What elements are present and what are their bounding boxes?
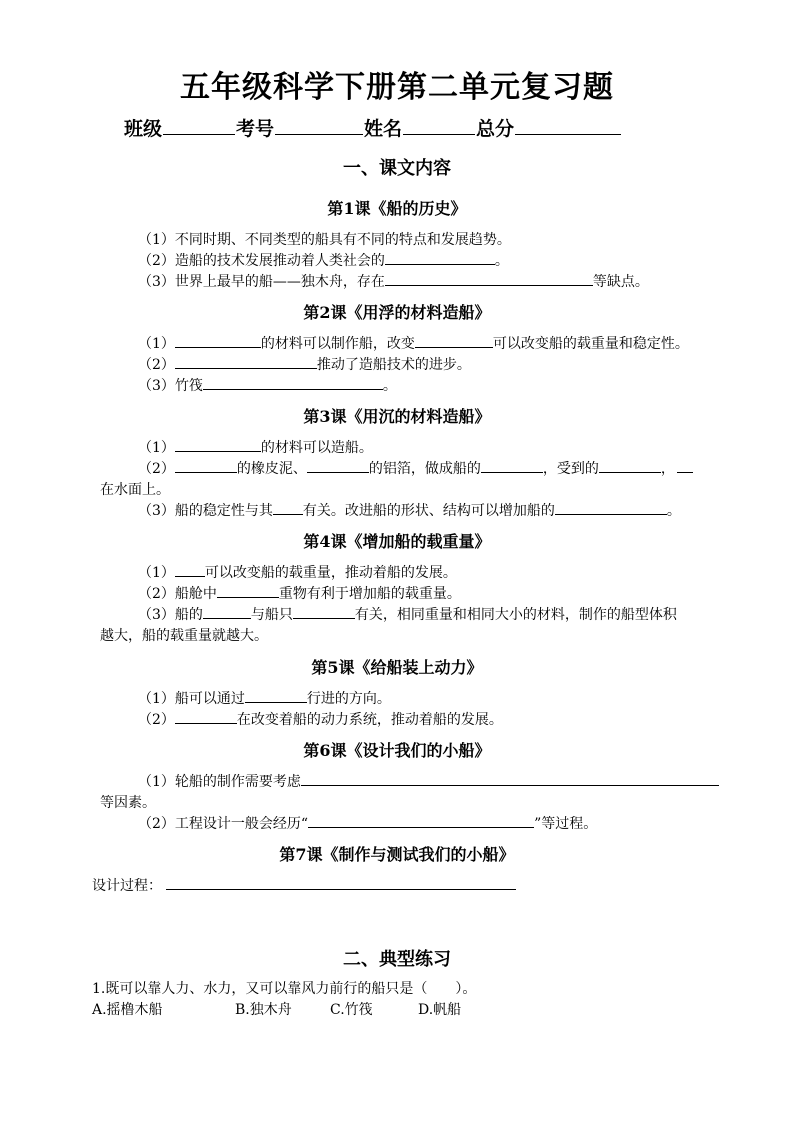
section-2-heading: 二、典型练习 [343, 949, 451, 970]
lesson-2-line-2: （2） 推动了造船技术的进步。 [138, 357, 471, 373]
class-blank[interactable] [163, 116, 235, 135]
blank[interactable] [385, 251, 495, 265]
lesson-4-line-3: （3）船的 与船只 有关，相同重量和相同大小的材料，制作的船型体积 [138, 607, 677, 623]
question-1-option-d[interactable]: D.帆船 [418, 1002, 462, 1018]
name-blank[interactable] [403, 116, 475, 135]
blank[interactable] [415, 334, 493, 348]
blank[interactable] [203, 605, 251, 619]
score-blank[interactable] [515, 116, 621, 135]
lesson-4-line-1: （1） 可以改变船的载重量，推动着船的发展。 [138, 565, 457, 581]
question-1-stem: 1.既可以靠人力、水力，又可以靠风力前行的船只是（ ）。 [92, 981, 477, 997]
blank[interactable] [175, 459, 237, 473]
blank[interactable] [301, 772, 719, 786]
page-title: 五年级科学下册第二单元复习题 [180, 70, 614, 105]
lesson-5-title: 第5课《给船装上动力》 [311, 658, 483, 677]
lesson-1-line-3: （3）世界上最早的船——独木舟，存在 等缺点。 [138, 274, 649, 290]
lesson-5-line-1: （1）船可以通过 行进的方向。 [138, 691, 391, 707]
blank[interactable] [677, 459, 693, 473]
lesson-1-line-2: （2）造船的技术发展推动着人类社会的 。 [138, 253, 509, 269]
lesson-3-line-1: （1） 的材料可以造船。 [138, 440, 373, 456]
blank[interactable] [599, 459, 661, 473]
blank[interactable] [308, 814, 534, 828]
blank[interactable] [273, 501, 303, 515]
lesson-6-line-1-cont: 等因素。 [100, 795, 156, 811]
blank[interactable] [175, 438, 261, 452]
lesson-6-line-2: （2）工程设计一般会经历“ ”等过程。 [138, 816, 598, 832]
blank[interactable] [175, 563, 205, 577]
lesson-2-line-1: （1） 的材料可以制作船，改变 可以改变船的载重量和稳定性。 [138, 336, 689, 352]
lesson-7-line-1: 设计过程： [92, 875, 516, 895]
lesson-1-title: 第1课《船的历史》 [327, 199, 467, 218]
lesson-6-line-1: （1）轮船的制作需要考虑 [138, 771, 719, 791]
lesson-4-line-3-cont: 越大，船的载重量就越大。 [100, 628, 268, 644]
question-1-option-b[interactable]: B.独木舟 [235, 1002, 292, 1018]
blank[interactable] [175, 355, 317, 369]
question-1-option-a[interactable]: A.摇橹木船 [92, 1002, 163, 1018]
lesson-3-line-2: （2） 的橡皮泥、 的铝箔，做成船的 ，受到的 ， [138, 458, 693, 478]
question-1-option-c[interactable]: C.竹筏 [330, 1002, 373, 1018]
lesson-5-line-2: （2） 在改变着船的动力系统，推动着船的发展。 [138, 712, 503, 728]
blank[interactable] [555, 501, 667, 515]
lesson-2-line-3: （3）竹筏 。 [138, 378, 397, 394]
blank[interactable] [293, 605, 355, 619]
exam-no-blank[interactable] [275, 116, 363, 135]
blank[interactable] [307, 459, 369, 473]
blank[interactable] [166, 876, 516, 890]
lesson-4-title: 第4课《增加船的载重量》 [303, 532, 491, 551]
blank[interactable] [481, 459, 543, 473]
lesson-2-title: 第2课《用浮的材料造船》 [303, 303, 491, 322]
student-info-row [124, 114, 622, 141]
section-1-heading: 一、课文内容 [343, 158, 451, 179]
blank[interactable] [175, 334, 261, 348]
blank[interactable] [203, 376, 383, 390]
exam-no-label: 考号 [236, 118, 275, 140]
blank[interactable] [385, 272, 593, 286]
lesson-3-line-3: （3）船的稳定性与其 有关。改进船的形状、结构可以增加船的 。 [138, 503, 681, 519]
lesson-4-line-2: （2）船舱中 重物有利于增加船的载重量。 [138, 586, 461, 602]
lesson-3-line-2-cont: 在水面上。 [100, 482, 170, 498]
blank[interactable] [175, 710, 237, 724]
name-label: 姓名 [364, 118, 403, 140]
lesson-1-line-1: （1）不同时期、不同类型的船具有不同的特点和发展趋势。 [138, 232, 511, 248]
blank[interactable] [217, 584, 279, 598]
lesson-6-title: 第6课《设计我们的小船》 [303, 741, 491, 760]
lesson-7-title: 第7课《制作与测试我们的小船》 [279, 845, 515, 864]
blank[interactable] [245, 689, 307, 703]
score-label: 总分 [476, 118, 515, 140]
class-label: 班级 [124, 118, 163, 140]
lesson-3-title: 第3课《用沉的材料造船》 [303, 407, 491, 426]
